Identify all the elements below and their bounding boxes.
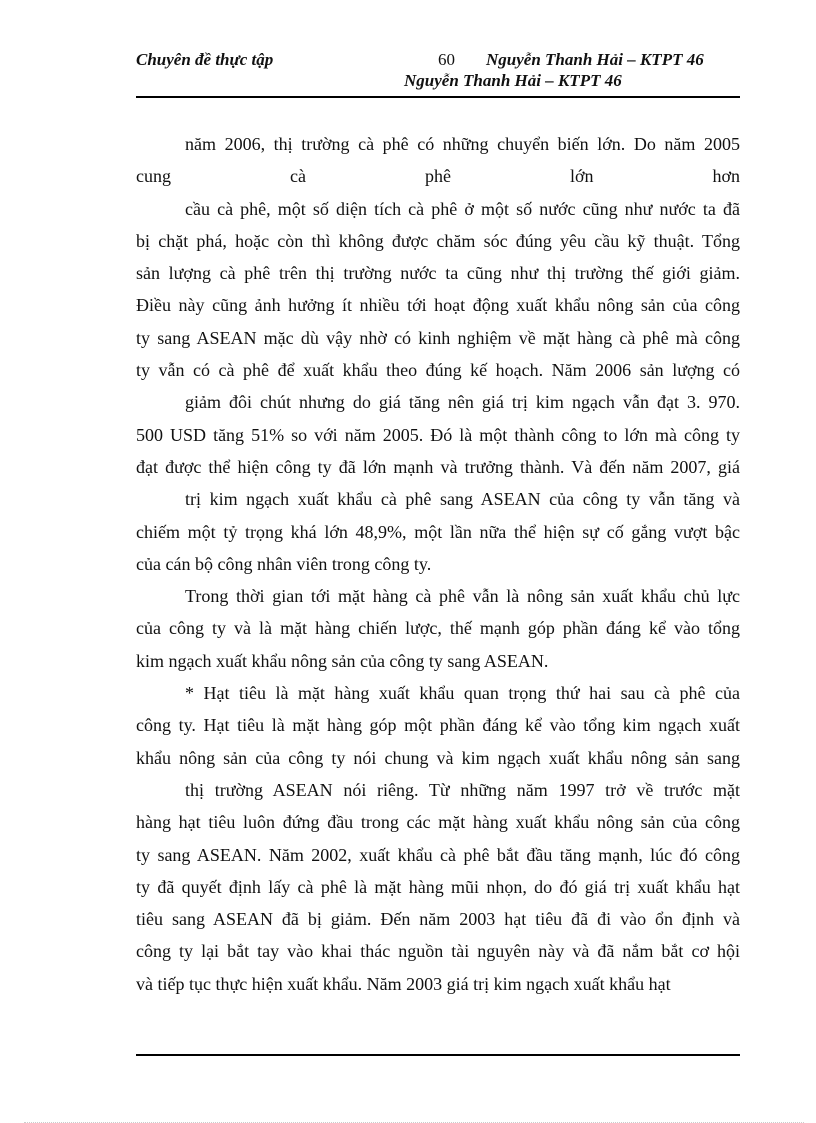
text-line: Trong thời gian tới mặt hàng cà phê vẫn là nông sản xuất khẩu chủ lực <box>185 586 740 607</box>
text-line: tiêu sang ASEAN đã bị giảm. Đến năm 2003 hạt tiêu đã đi vào ổn định và <box>136 909 740 930</box>
text-line: và tiếp tục thực hiện xuất khẩu. Năm 2003 giá trị kim ngạch xuất khẩu hạt <box>136 973 671 994</box>
header-author: Nguyễn Thanh Hải – KTPT 46 <box>486 50 704 69</box>
text-line: giảm đôi chút nhưng do giá tăng nên giá trị kim ngạch vẫn đạt 3. 970. <box>185 392 740 413</box>
body-text <box>136 128 740 1000</box>
text-line: kim ngạch xuất khẩu nông sản của công ty sang ASEAN. <box>136 650 549 671</box>
text-line: ty đã quyết định lấy cà phê là mặt hàng mũi nhọn, do đó giá trị xuất khẩu hạt <box>136 876 740 897</box>
text-line: của cán bộ công nhân viên trong công ty. <box>136 553 432 574</box>
text-line: bị chặt phá, hoặc còn thì không được chăm sóc đúng yêu cầu kỹ thuật. Tổng <box>136 230 740 251</box>
text-line: năm 2006, thị trường cà phê có những chuyển biến lớn. Do năm 2005 <box>185 134 740 154</box>
text-line: công ty lại bắt tay vào khai thác nguồn tài nguyên này và đã nắm bắt cơ hội <box>136 941 740 962</box>
text-line: 500 USD tăng 51% so với năm 2005. Đó là một thành công to lớn mà công ty <box>136 424 740 445</box>
text-line: hàng hạt tiêu luôn đứng đầu trong các mặt hàng xuất khẩu nông sản của công <box>136 812 740 833</box>
text-line: chiếm một tỷ trọng khá lớn 48,9%, một lần nữa thể hiện sự cố gắng vượt bậc <box>136 521 740 542</box>
text-line: Điều này cũng ảnh hưởng ít nhiều tới hoạt động xuất khẩu nông sản của công <box>136 295 740 316</box>
text-line: công ty. Hạt tiêu là mặt hàng góp một phần đáng kể vào tổng kim ngạch xuất <box>136 715 740 736</box>
footer-rule <box>136 1054 740 1056</box>
text-line: cầu cà phê, một số diện tích cà phê ở một số nước cũng như nước ta đã <box>185 198 740 219</box>
text-line: thị trường ASEAN nói riêng. Từ những năm 1997 trở về trước mặt <box>185 779 740 800</box>
page-header <box>136 46 740 98</box>
text-line: * Hạt tiêu là mặt hàng xuất khẩu quan trọng thứ hai sau cà phê của <box>185 683 740 704</box>
header-title: Chuyên đề thực tập <box>136 50 274 69</box>
header-author-repeat: Nguyễn Thanh Hải – KTPT 46 <box>404 71 622 90</box>
text-line: sản lượng cà phê trên thị trường nước ta cũng như thị trường thế giới giảm. <box>136 263 740 284</box>
text-line: trị kim ngạch xuất khẩu cà phê sang ASEAN của công ty vẫn tăng và <box>185 489 740 510</box>
page-number: 60 <box>438 50 455 69</box>
text-line: ty sang ASEAN. Năm 2002, xuất khẩu cà phê bắt đầu tăng mạnh, lúc đó công <box>136 844 740 865</box>
text-line: của công ty và là mặt hàng chiến lược, thế mạnh góp phần đáng kể vào tổng <box>136 618 740 639</box>
text-line: ty sang ASEAN mặc dù vậy nhờ có kinh nghiệm về mặt hàng cà phê mà công <box>136 327 740 348</box>
text-line: khẩu nông sản của công ty nói chung và kim ngạch xuất khẩu nông sản sang <box>136 747 740 768</box>
text-line: đạt được thể hiện công ty đã lớn mạnh và trưởng thành. Và đến năm 2007, giá <box>136 456 740 477</box>
text-line: cung cà phê lớn hơn <box>136 166 740 187</box>
text-line: ty vẫn có cà phê để xuất khẩu theo đúng kế hoạch. Năm 2006 sản lượng có <box>136 360 740 381</box>
